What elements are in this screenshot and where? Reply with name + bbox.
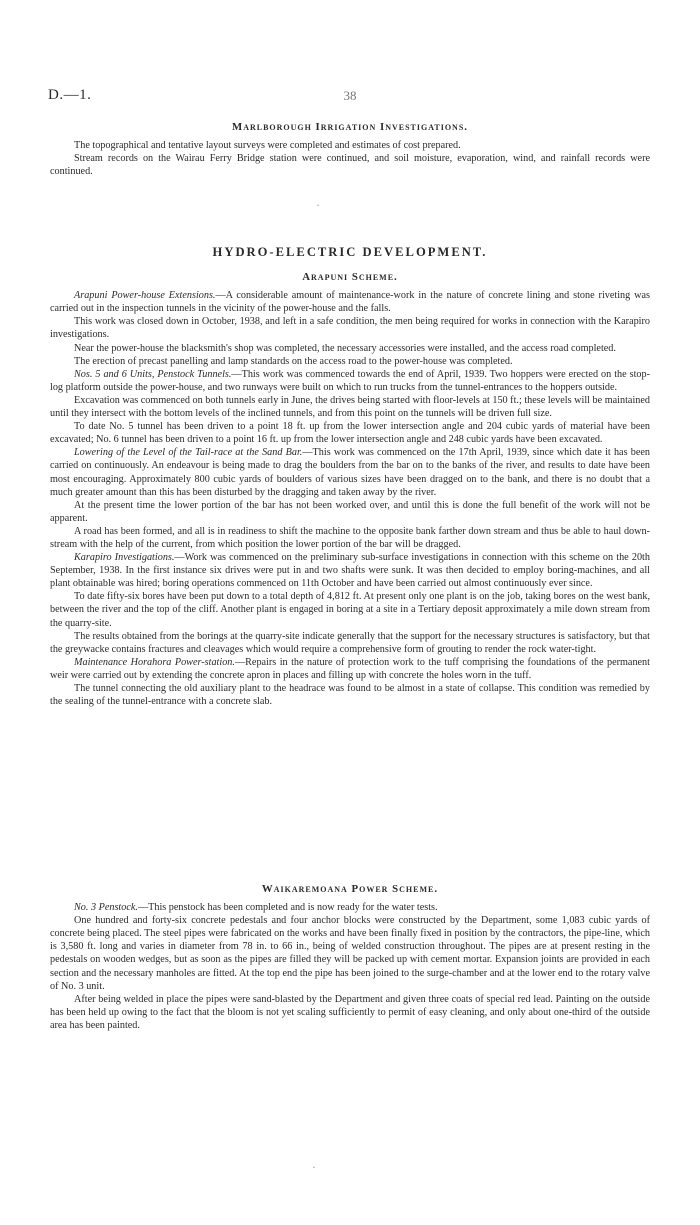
paragraph-text: At the present time the lower portion of the bar has not been worked over, and until this is done the full benefit of the work will not be apparent. [50,499,650,524]
marlborough-heading: Marlborough Irrigation Investigations. [232,121,468,133]
paragraph-text: —Work was commenced on the preliminary sub-surface investigations in connection with this scheme on the 20th September, 1938. In the first instance six drives were put in and two shafts were sunk. It was then decided to employ boring-machines, and all plant obtainable was hired; boring operations commenced on 11th October and have been carried out almost continuously ever since. [50,552,650,590]
running-head [0,87,700,107]
paragraph [50,420,650,446]
paragraph-text: This work was closed down in October, 1938, and left in a safe condition, the men being required for works in connection with the Karapiro investigations. [50,316,650,341]
paragraph-text: After being welded in place the pipes were sand-blasted by the Department and given three coats of special red lead. Painting on the outside has been held up owing to the fact that the bloom is not yet scaling sufficiently to permit of easy cleaning, and only about one-third of the outside area has been painted. [50,993,650,1031]
paragraph [50,152,650,178]
paragraph-lead: Maintenance Horahora Power-station. [74,656,235,668]
hydro-electric-section [50,246,650,708]
arapuni-heading: Arapuni Scheme. [302,271,398,284]
page-footer-mark: · [312,1160,316,1174]
paragraph-text: Stream records on the Wairau Ferry Bridge station were continued, and soil moisture, evaporation, wind, and rainfall records were continued. [50,153,650,178]
paragraph [50,368,650,394]
paragraph [50,394,650,420]
paragraph [50,682,650,708]
paragraph [50,914,650,993]
marlborough-section [50,121,650,178]
paragraph-text: Excavation was commenced on both tunnels early in June, the drives being started with floor-levels at 150 ft.; these levels will be maintained until they intersect with the bottom levels of the inclined tunnels, and from this point on the tunnels will be driven full size. [50,394,650,420]
page-reference: D.—1. [48,87,92,103]
paragraph-lead: Arapuni Power-house Extensions. [74,290,216,302]
paragraph-text: —This penstock has been completed and is now ready for the water tests. [137,902,438,914]
section-divider: · [316,198,320,212]
hydro-electric-title: HYDRO-ELECTRIC DEVELOPMENT. [212,245,488,259]
waikaremoana-paragraphs [50,901,650,1032]
paragraph-text: To date fifty-six bores have been put down to a total depth of 4,812 ft. At present only one plant is on the job, taking bores on the west bank, between the river and the top of the cliff. Another plant is engaged in boring at a site in a Tertiary deposit approximately a mile down stream from the quarry-site. [50,591,650,629]
paragraph [50,901,650,914]
paragraph-lead: Karapiro Investigations. [74,552,175,564]
page-number: 38 [343,88,357,103]
paragraph-text: —This work was commenced towards the end of April, 1939. Two hoppers were erected on the stop-log platform outside the power-house, and two runways were built on which to run trucks from the tunnel-entrances to the hoppers outside. [50,368,650,393]
paragraph [50,289,650,315]
paragraph-lead: Lowering of the Level of the Tail-race at the Sand Bar. [74,447,303,459]
paragraph [50,551,650,590]
paragraph [50,499,650,525]
paragraph-text: The topographical and tentative layout surveys were completed and estimates of cost prepared. [74,140,461,152]
waikaremoana-heading: Waikaremoana Power Scheme. [261,883,439,895]
paragraph [50,525,650,551]
arapuni-paragraphs [50,289,650,708]
paragraph [50,139,650,152]
paragraph-text: A road has been formed, and all is in readiness to shift the machine to the opposite bank farther down stream and thus be able to haul down-stream with the help of the current, from which position the lower portion of the bar will be dragged. [50,525,650,550]
waikaremoana-section [50,883,650,1032]
paragraph-lead: Nos. 5 and 6 Units, Penstock Tunnels. [74,368,232,380]
paragraph [50,630,650,656]
paragraph-text: —A considerable amount of maintenance-work in the nature of concrete lining and stone riveting was carried out in the inspection tunnels in the vicinity of the power-house and the falls. [50,290,650,315]
paragraph [50,993,650,1032]
paragraph [50,315,650,341]
paragraph-text: One hundred and forty-six concrete pedestals and four anchor blocks were constructed by the Department, some 1,083 cubic yards of concrete being placed. The steel pipes were fabricated on the works and have been finally fixed in position by the contractors, the pipe-line, which is 3,580 ft. long and varies in diameter from 78 in. to 66 in., being of welded construction throughout. The pipes are at present resting in the pedestals on wooden wedges, but as soon as the pipes are filled they will be packed up with cement mortar. Expansion joints are provided in each section and the necessary manholes are fitted. At the top end the pipe has been joined to the surge-chamber and at the lower end to the rotary valve of No. 3 unit. [50,915,650,992]
marlborough-paragraphs [50,139,650,178]
paragraph-text: To date No. 5 tunnel has been driven to a point 18 ft. up from the lower intersection angle and 204 cubic yards of material have been excavated; No. 6 tunnel has been driven to a point 16 ft. up from the lower intersection angle and 248 cubic yards have been excavated. [50,421,650,446]
paragraph [50,656,650,682]
paragraph [50,590,650,629]
paragraph-text: The erection of precast panelling and lamp standards on the access road to the power-house was completed. [74,355,513,367]
paragraph [50,355,650,368]
paragraph-lead: No. 3 Penstock. [74,902,138,914]
paragraph-text: The results obtained from the borings at the quarry-site indicate generally that the support for the necessary structures is satisfactory, but that the greywacke contains fractures and cleavages which would require a comprehensive form of grouting to render the rock water-tight. [50,630,650,655]
paragraph [50,342,650,355]
paragraph-text: —This work was commenced on the 17th April, 1939, since which date it has been carried on continuously. An endeavour is being made to drag the boulders from the bar on to the banks of the river, and results to date have been most encouraging. Approximately 800 cubic yards of boulders of various sizes have been dragged on to the bank, and there is no doubt that a much greater amount than this has been disturbed by the dragging and taken away by the river. [50,447,650,498]
paragraph-text: The tunnel connecting the old auxiliary plant to the headrace was found to be almost in a state of collapse. This condition was remedied by the sealing of the tunnel-entrance with a concrete slab. [50,683,650,708]
paragraph-text: Near the power-house the blacksmith's shop was completed, the necessary accessories were installed, and the access road completed. [74,342,616,354]
paragraph-text: —Repairs in the nature of protection work to the tuff comprising the foundations of the permanent weir were carried out by extending the concrete apron in places and filling up with concrete the holes worn in the tuff. [50,656,650,681]
paragraph [50,446,650,498]
